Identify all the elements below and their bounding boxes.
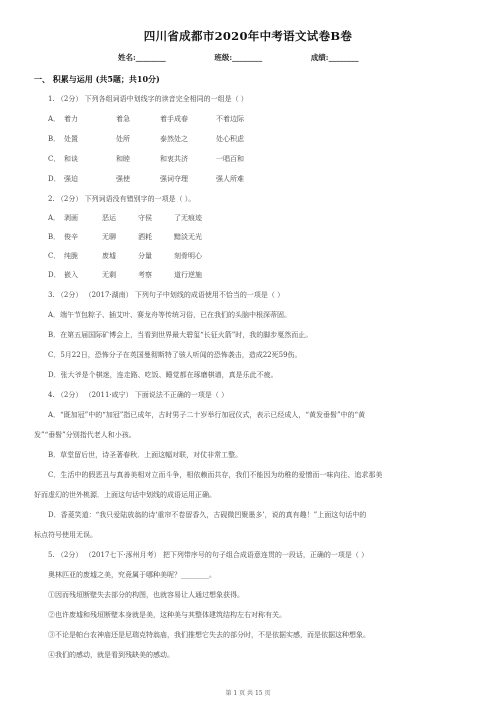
question-5-line: ③不论是帕台农神庙还是尼瑞克特翁庙，我们推想它失去的部分时，不是依据实感，而是依据这种想象。 — [48, 631, 370, 639]
question-3-option-b: B．在第五届国际矿博会上，当看到世界最大碧玺“长征火箭”时，我的脚步戛然而止。 — [48, 331, 313, 339]
question-4-line: 好而虚幻的世外桃源．上面这句话中划线的成语运用正确。 — [34, 491, 216, 499]
question-4-line: 标点符号使用无误。 — [34, 531, 97, 539]
question-4-line: D．香菱笑道：“我只爱陆放翁的诗‘重帘不卷留香久，古砚微凹聚墨多’，说的真有趣！”上面这句话中的 — [48, 511, 367, 519]
question-1-option-d: D． 强迫 强使 强词夺理 强人所难 — [48, 175, 244, 183]
name-field: 姓名:________ — [118, 53, 166, 62]
question-1-stem: 1. （2分） 下列各组词语中划线字的读音完全相同的一组是（ ） — [48, 95, 248, 103]
question-5-line: ②也许废墟和残垣断壁本身就是美，这种美与其整体建筑结构左右对称有关。 — [48, 611, 286, 619]
question-5-line: ④我们的感动，就是看到残缺美的感动。 — [48, 651, 174, 659]
question-4-line: B．草堂留后世，诗圣著春秋．上面这幅对联，对仗非常工整。 — [48, 451, 243, 459]
question-1-option-a: A． 着力 着急 着手成春 不着边际 — [48, 115, 244, 123]
question-4-line: A．“既加冠”中的“加冠”指已成年，古时男子二十岁举行加冠仪式，表示已经成人，“黄发垂髫”中的“黄 — [48, 411, 366, 419]
class-field: 班级:________ — [214, 53, 263, 62]
score-field: 成绩:________ — [310, 53, 359, 62]
question-4-line: C．生活中的假恶丑与真善美相对立而斗争，相依赖而共存，我们不能因为幼稚的爱憎而一味向往、追求那美 — [48, 471, 383, 479]
question-2-option-c: C． 纯脆 废墟 分量 刻骨明心 — [48, 252, 202, 260]
section-heading: 一、 积累与运用 (共5题；共10分) — [34, 74, 160, 84]
question-2-option-a: A． 剥画 恶运 守侯 了无痕迹 — [48, 214, 202, 222]
question-5-stem: 5. （2分） （2017七下·涿州月考） 把下列带序号的句子组合成语意连贯的一段话，正确的一项是（ ） — [48, 551, 369, 559]
question-5-line: ①因而残垣断壁失去部分的构图，也就容易让人通过想象获得。 — [48, 591, 244, 599]
question-4-stem: 4. （2分） （2011·咸宁） 下面说法不正确的一项是（ ） — [48, 391, 229, 399]
question-1-option-b: B． 处置 处所 泰然处之 处心积虑 — [48, 135, 244, 143]
page-footer: 第 1 页 共 15 页 — [225, 690, 271, 697]
question-3-stem: 3. （2分） （2017·湖南） 下列句子中划线的成语使用不恰当的一项是（ ） — [48, 291, 285, 299]
question-3-option-d: D．张大爷是个棋迷，连走路、吃饭、睡觉都在琢磨棋谱，真是乐此不疲。 — [48, 371, 278, 379]
student-info-row — [118, 52, 405, 63]
page-title: 四川省成都市2020年中考语文试卷B卷 — [143, 29, 353, 43]
question-2-option-b: B． 俊辛 无聊 洒耗 黯淡无光 — [48, 233, 202, 241]
question-5-line: 奥林匹亚的废墟之美，究竟属于哪种美呢？________。 — [48, 571, 216, 579]
question-2-option-d: D． 嵌入 无剩 考察 道行逆施 — [48, 271, 202, 279]
question-3-option-c: C．5月22日，恐怖分子在英国曼彻斯特了骇人听闻的恐怖袭击，造成22死59伤。 — [48, 351, 302, 359]
question-2-stem: 2. （2分） 下列词语没有错别字的一项是（ ）。 — [48, 195, 196, 203]
question-1-option-c: C． 和谈 和睦 和衷共济 一唱百和 — [48, 155, 244, 163]
question-3-option-a: A．端午节包粽子、插艾叶、赛龙舟等传统习俗，已在我们的头脑中根深蒂固。 — [48, 311, 292, 319]
question-4-line: 发”“垂髫”分别指代老人和小孩。 — [34, 431, 136, 439]
